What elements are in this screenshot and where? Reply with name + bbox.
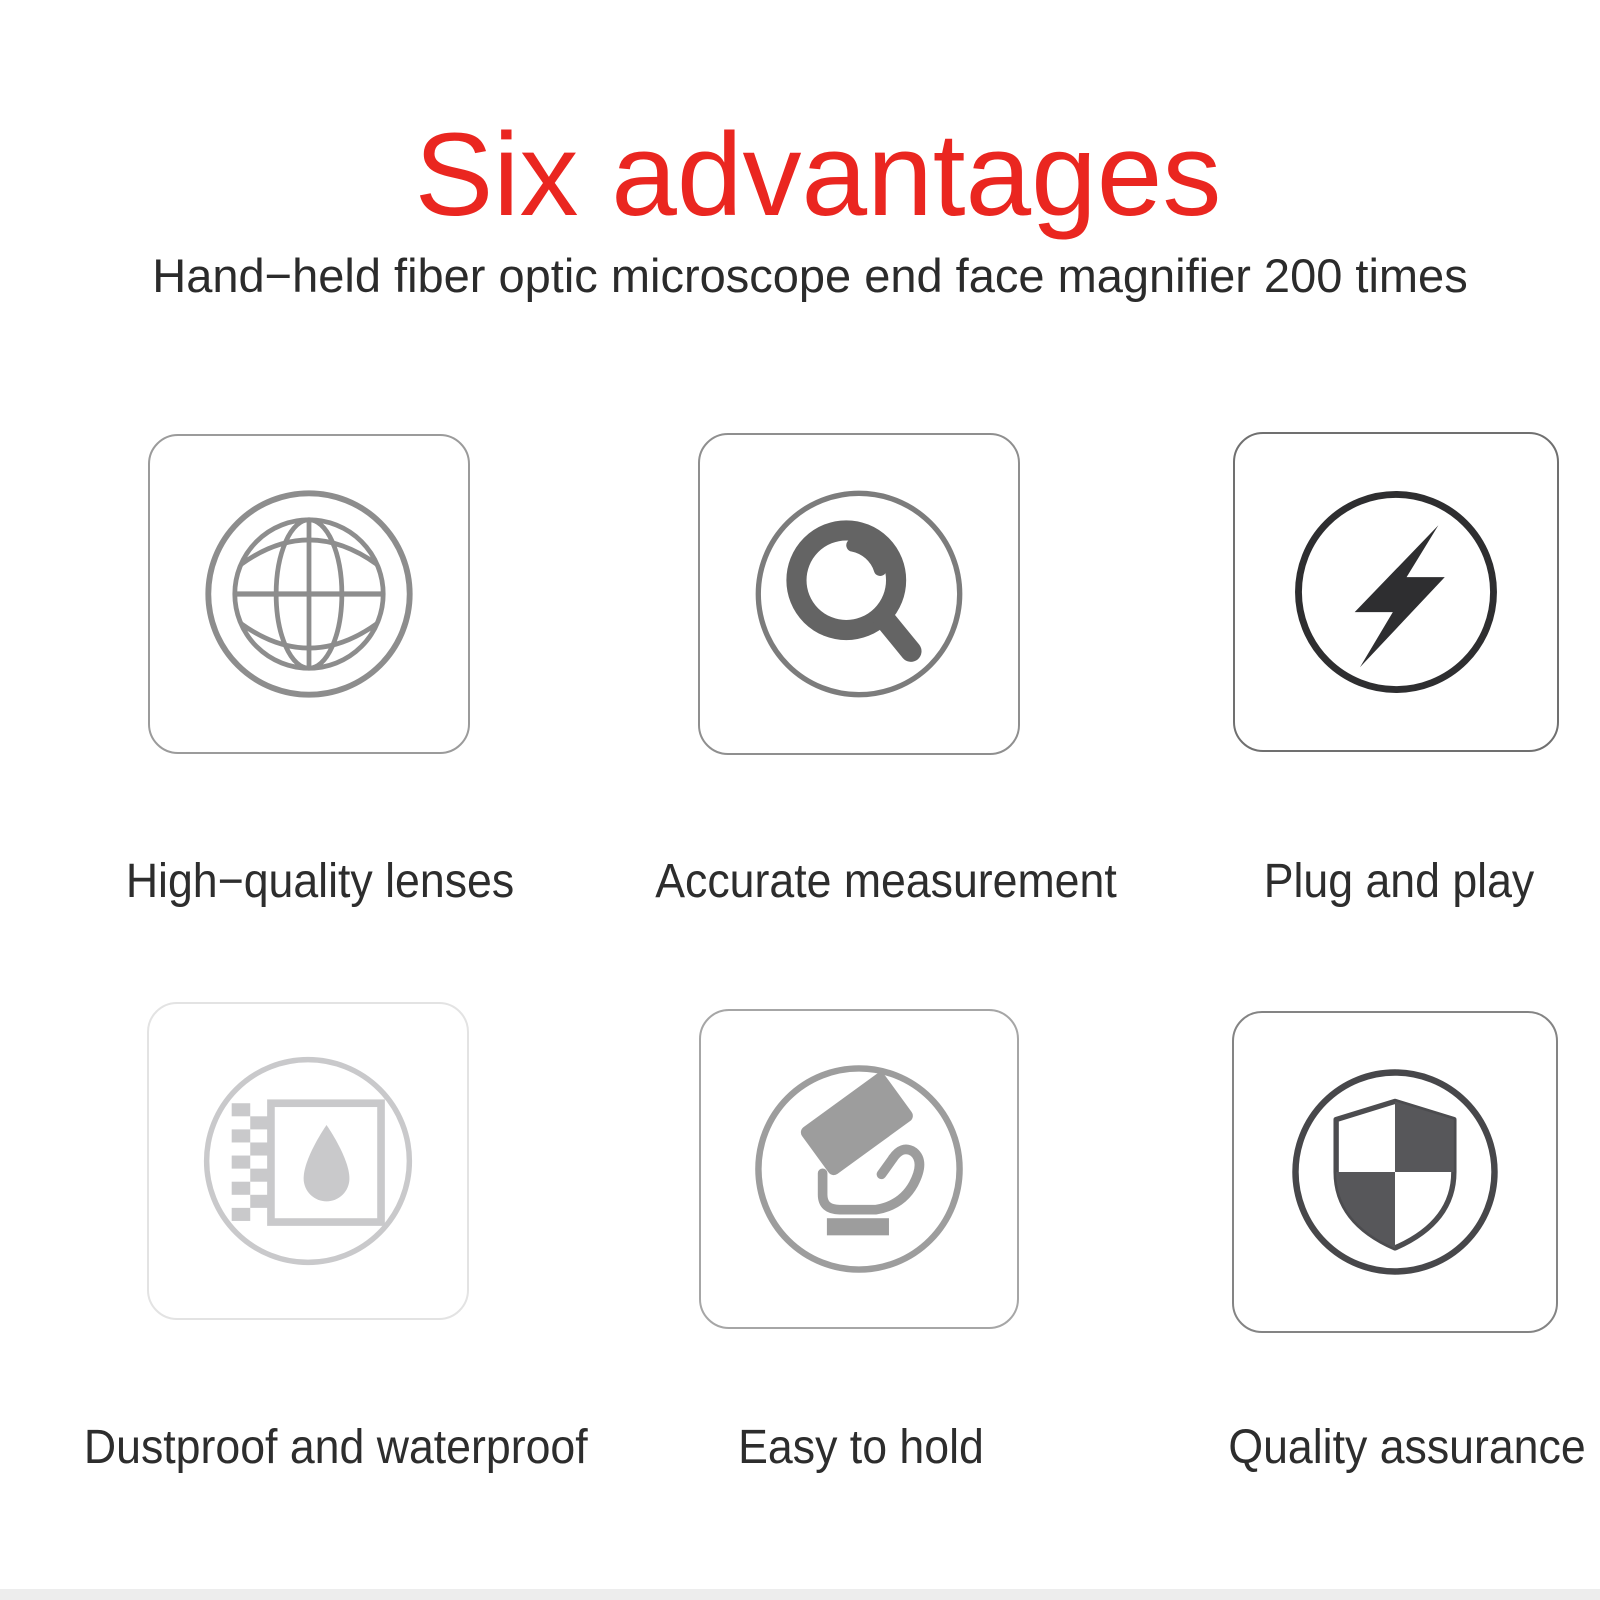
shield-check-icon — [1288, 1065, 1502, 1279]
lightning-bolt-icon — [1290, 486, 1502, 698]
page-subtitle: Hand−held fiber optic microscope end face magnifier 200 times — [152, 249, 1468, 302]
globe-icon — [203, 488, 415, 700]
waterproof-drop-icon — [199, 1052, 417, 1270]
advantage-card-dustproof-waterproof — [147, 1002, 469, 1320]
advantage-card-accurate-measurement — [698, 433, 1020, 755]
advantage-card-plug-and-play — [1233, 432, 1559, 752]
hand-holding-device-icon — [752, 1062, 966, 1276]
magnifier-icon — [753, 488, 965, 700]
advantage-card-high-quality-lenses — [148, 434, 470, 754]
page-title: Six advantages — [414, 109, 1222, 241]
advantage-label-plug-and-play: Plug and play — [1263, 855, 1535, 908]
advantage-label-accurate-measurement: Accurate measurement — [655, 855, 1117, 908]
advantage-card-easy-to-hold — [699, 1009, 1019, 1329]
bottom-strip — [0, 1589, 1600, 1600]
advantage-label-high-quality-lenses: High−quality lenses — [125, 855, 515, 908]
advantage-label-quality-assurance: Quality assurance — [1228, 1421, 1586, 1474]
advantage-label-easy-to-hold: Easy to hold — [738, 1421, 984, 1474]
advantage-card-quality-assurance — [1232, 1011, 1558, 1333]
advantage-label-dustproof-waterproof: Dustproof and waterproof — [83, 1421, 588, 1474]
